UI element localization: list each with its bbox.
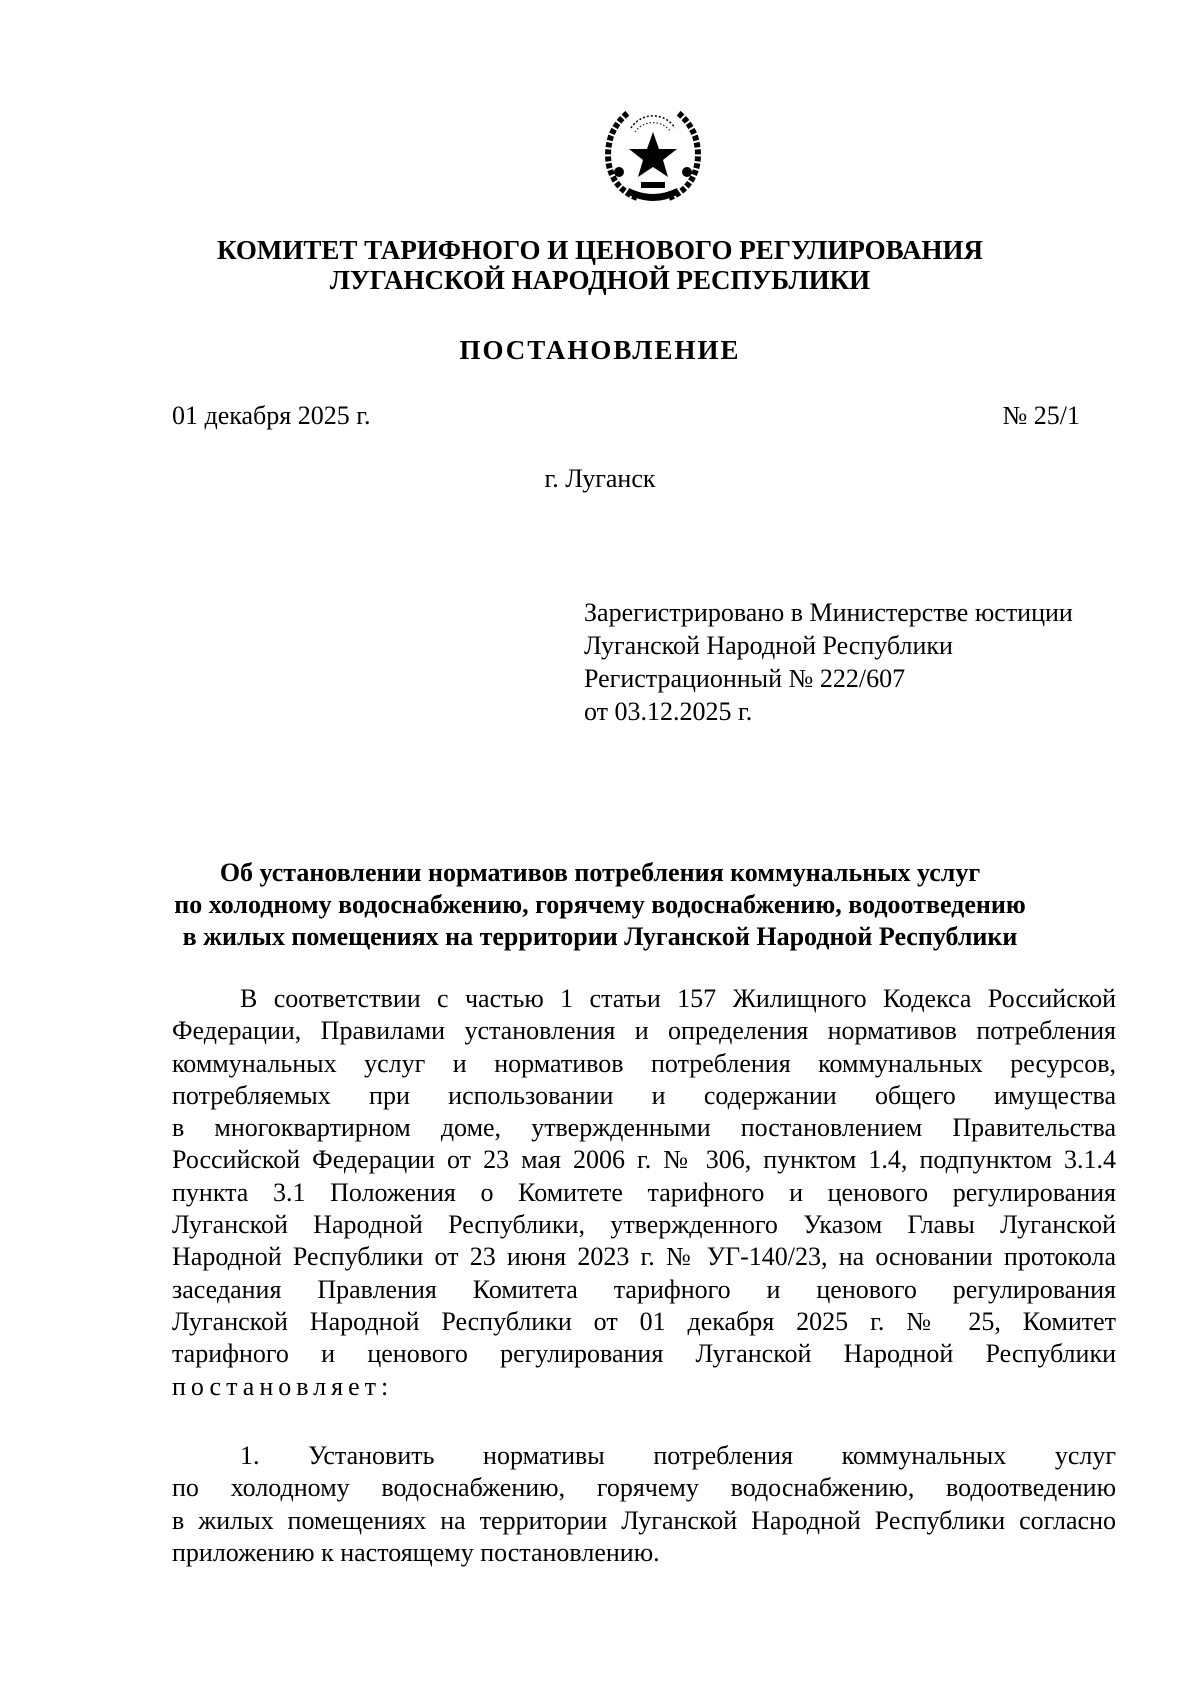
paragraph-line: коммунальных услуг и нормативов потребления коммунальных ресурсов, (172, 1048, 1116, 1078)
paragraph-line: 1. Установить нормативы потребления коммунальных услуг (240, 1441, 1116, 1470)
paragraph-line: Народной Республики от 23 июня 2023 г. № УГ-140/23, на основании протокола (172, 1242, 1116, 1272)
document-date: 01 декабря 2025 г. (172, 401, 371, 430)
organization-title-line: КОМИТЕТ ТАРИФНОГО И ЦЕНОВОГО РЕГУЛИРОВАНИЯ (216, 235, 983, 265)
paragraph-line: в многоквартирном доме, утвержденными постановлением Правительства (172, 1113, 1116, 1143)
subject-line: Об установлении нормативов потребления коммунальных услуг (219, 858, 981, 887)
organization-title (120, 235, 1080, 295)
paragraph-line: Луганской Народной Республики от 01 декабря 2025 г. № 25, Комитет (172, 1306, 1116, 1336)
paragraph-line: заседания Правления Комитета тарифного и ценового регулирования (172, 1274, 1116, 1304)
paragraph-line: Луганской Народной Республики, утвержденного Указом Главы Луганской (172, 1210, 1116, 1240)
paragraph-line: по холодному водоснабжению, горячему водоснабжению, водоотведению (172, 1473, 1116, 1503)
paragraph-line: Федерации, Правилами установления и определения нормативов потребления (172, 1016, 1116, 1046)
document-subject (150, 857, 1050, 953)
preamble-paragraph (172, 983, 1116, 1403)
registration-block (584, 596, 1073, 728)
document-type: ПОСТАНОВЛЕНИЕ (459, 335, 741, 365)
paragraph-line: в жилых помещениях на территории Луганской Народной Республики согласно (172, 1505, 1116, 1535)
resolution-keyword: постановляет: (172, 1371, 394, 1401)
paragraph-line: Российской Федерации от 23 мая 2006 г. № 306, пунктом 1.4, подпунктом 3.1.4 (172, 1145, 1116, 1175)
item-1-paragraph (172, 1440, 1116, 1569)
document-number: № 25/1 (1002, 401, 1080, 430)
subject-line: в жилых помещениях на территории Луганской Народной Республики (182, 922, 1018, 951)
paragraph-line: пункта 3.1 Положения о Комитете тарифного и ценового регулирования (172, 1177, 1116, 1207)
registration-line: Зарегистрировано в Министерстве юстиции (584, 598, 1073, 627)
coat-of-arms-icon (597, 98, 709, 210)
subject-line: по холодному водоснабжению, горячему водоснабжению, водоотведению (174, 890, 1026, 919)
registration-line: Луганской Народной Республики (584, 631, 953, 660)
registration-line: Регистрационный № 222/607 (584, 664, 906, 693)
paragraph-line: приложению к настоящему постановлению. (172, 1537, 660, 1567)
document-city: г. Луганск (544, 464, 656, 493)
paragraph-line: В соответствии с частью 1 статьи 157 Жилищного Кодекса Российской (240, 984, 1116, 1013)
paragraph-line: потребляемых при использовании и содержании общего имущества (172, 1080, 1116, 1110)
paragraph-line: тарифного и ценового регулирования Луганской Народной Республики (172, 1339, 1116, 1369)
registration-line: от 03.12.2025 г. (584, 697, 753, 726)
organization-title-line: ЛУГАНСКОЙ НАРОДНОЙ РЕСПУБЛИКИ (329, 265, 871, 295)
